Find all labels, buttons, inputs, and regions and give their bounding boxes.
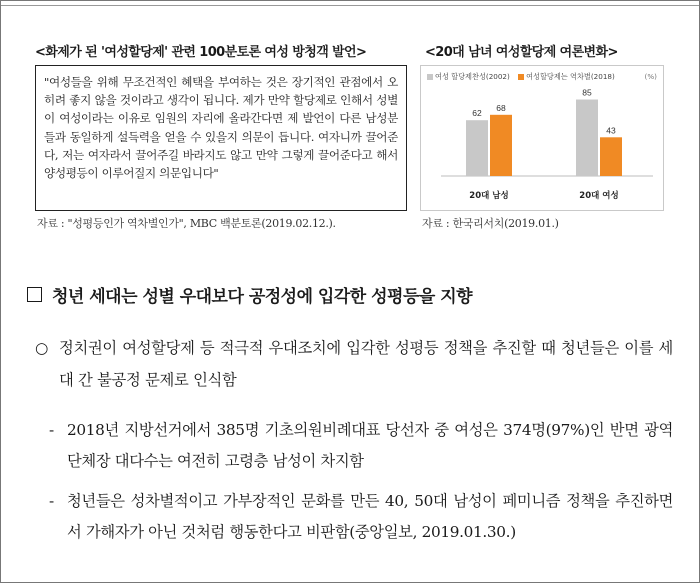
- bar-chart: [420, 65, 664, 211]
- bar-value-label: 68: [496, 102, 506, 113]
- dash-item: [49, 486, 673, 548]
- dash-item-text: 청년들은 성차별적이고 가부장적인 문화를 만든 40, 50대 남성이 페미니즘 정책을 추진하면서 가해자가 아닌 것처럼 행동한다고 비판함(중앙일보, 2019.01.30.): [67, 492, 673, 541]
- bar-value-label: 85: [582, 87, 592, 98]
- bar-value-label: 43: [606, 125, 616, 136]
- dash-bullet-icon: -: [49, 421, 54, 439]
- bar-2002-male: [466, 120, 488, 176]
- circle-bullet-text: 정치권이 여성할당제 등 적극적 우대조치에 입각한 성평등 정책을 추진할 때 청년들은 이를 세대 간 불공정 문제로 인식함: [59, 339, 673, 389]
- category-label: 20대 남성: [469, 191, 509, 201]
- bar-2018-female: [600, 137, 622, 176]
- legend-item-2018: [518, 72, 615, 82]
- bar-2018-male: [490, 115, 512, 176]
- chart-unit: (%): [644, 72, 657, 81]
- dash-bullet-icon: -: [49, 492, 54, 510]
- category-label: 20대 여성: [579, 191, 619, 201]
- legend-label-2002: 여성 할당제찬성(2002): [435, 72, 510, 81]
- bar-2002-female: [576, 100, 598, 177]
- section-heading-text: 청년 세대는 성별 우대보다 공정성에 입각한 성평등을 지향: [52, 287, 473, 307]
- legend-item-2002: [427, 72, 510, 82]
- quote-text: "여성들을 위해 무조건적인 혜택을 부여하는 것은 장기적인 관점에서 오히려 좋지 않을 것이라고 생각이 됩니다. 제가 만약 할당제로 인해서 성별이 여성이라는 이유로 임원의 자리에 올라간다면 제 발언이 다른 남성분들과 동일하게 설득력을 얻을 수 있을지 의문이 듭니다. 여자니까 끌어준다, 저는 여자라서 끌어주길 바라지도 않고 만약 그렇게 끌어준다고 해서 양성평등이 이루어질지 의문입니다": [44, 75, 398, 181]
- top-divider: [1, 5, 699, 6]
- section-heading: [27, 282, 472, 307]
- chart-source: 자료 : 한국리서치(2019.01.): [422, 217, 559, 230]
- chart-plot: [421, 84, 665, 210]
- chart-panel-title: <20대 남녀 여성할당제 여론변화>: [425, 45, 618, 60]
- square-bullet-icon: [27, 287, 42, 302]
- circle-bullet-item: [35, 332, 673, 396]
- quote-box: [35, 65, 407, 211]
- dash-item: [49, 415, 673, 477]
- legend-swatch-2002: [427, 74, 433, 80]
- legend-swatch-2018: [518, 74, 524, 80]
- chart-legend: [427, 72, 663, 82]
- quote-panel-title: <화제가 된 '여성할당제' 관련 100분토론 여성 방청객 발언>: [35, 45, 367, 60]
- circle-bullet-icon: ○: [35, 339, 49, 357]
- quote-source: 자료 : "성평등인가 역차별인가", MBC 백분토론(2019.02.12.).: [37, 217, 336, 230]
- legend-label-2018: 여성할당제는 역차별(2018): [526, 72, 615, 81]
- bar-value-label: 62: [472, 108, 482, 119]
- dash-item-text: 2018년 지방선거에서 385명 기초의원비례대표 당선자 중 여성은 374명(97%)인 반면 광역단체장 대다수는 여전히 고령층 남성이 차지함: [67, 421, 673, 470]
